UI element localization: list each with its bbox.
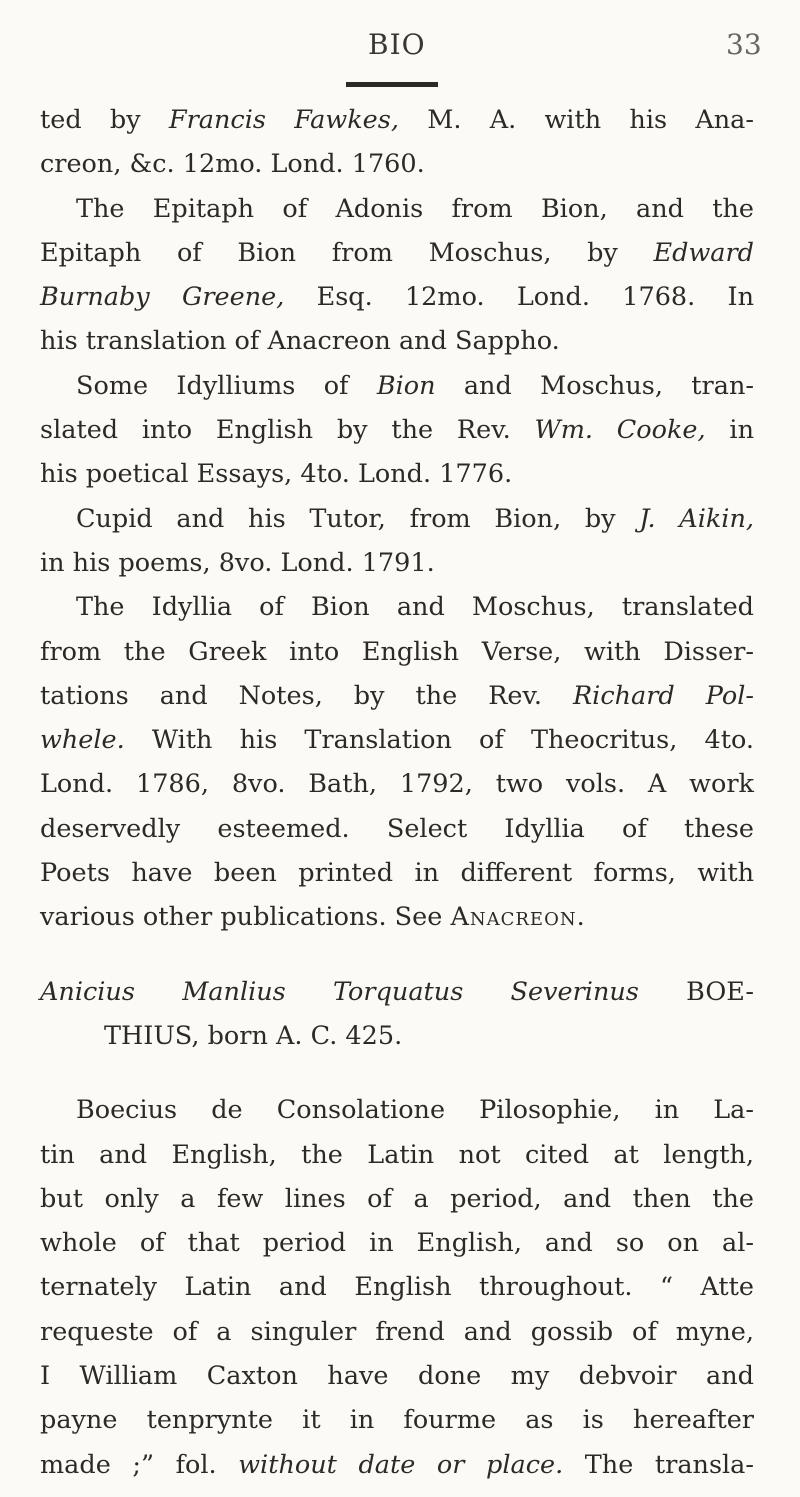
text-line	[40, 1354, 754, 1398]
text-run: tin and English, the Latin not cited at length,	[40, 1139, 754, 1170]
header-rule	[346, 82, 438, 87]
text-run: but only a few lines of a period, and then the	[40, 1183, 754, 1214]
text-line	[40, 364, 754, 408]
text-run: M. A. with his Ana-	[398, 105, 754, 135]
small-caps-cross-reference: Anacreon.	[450, 902, 586, 933]
italic-text-run: Edward	[653, 237, 754, 268]
text-line	[40, 762, 754, 806]
text-line	[40, 585, 754, 629]
text-run: BOE-	[638, 976, 754, 1007]
text-line	[40, 1398, 754, 1442]
italic-text-run: whele.	[40, 725, 125, 756]
text-run: ted by	[40, 105, 169, 135]
text-line	[40, 718, 754, 762]
text-run: The Epitaph of Adonis from Bion, and the	[76, 193, 754, 224]
text-run: Some Idylliums of	[76, 370, 377, 401]
text-run: his poetical Essays, 4to. Lond. 1776.	[40, 459, 513, 490]
text-line	[40, 142, 754, 186]
text-run: payne tenprynte it in fourme as is hereafter	[40, 1405, 754, 1436]
text-line	[40, 98, 754, 142]
text-run: whole of that period in English, and so on al-	[40, 1228, 754, 1259]
text-line	[40, 319, 754, 363]
text-line	[40, 1310, 754, 1354]
italic-text-run: Wm. Cooke,	[534, 415, 706, 446]
text-run: ternately Latin and English throughout. “ Atte	[40, 1272, 754, 1303]
text-run: Boecius de Consolatione Pilosophie, in La-	[76, 1095, 754, 1126]
text-run: made ;” fol.	[40, 1449, 239, 1480]
text-line	[40, 630, 754, 674]
text-line	[40, 497, 754, 541]
italic-text-run: Francis Fawkes,	[168, 105, 399, 135]
text-run: from the Greek into English Verse, with Disser-	[40, 636, 754, 667]
text-line	[40, 1177, 754, 1221]
text-run: With his Translation of Theocritus, 4to.	[124, 725, 754, 756]
body-text	[40, 98, 754, 1487]
text-run: various other publications. See	[40, 902, 451, 933]
text-run: Lond. 1786, 8vo. Bath, 1792, two vols. A work	[40, 769, 754, 800]
text-run: Esq. 12mo. Lond. 1768. In	[284, 282, 754, 313]
text-run: Cupid and his Tutor, from Bion, by	[76, 503, 640, 534]
text-line	[40, 1221, 754, 1265]
text-line	[40, 1443, 754, 1487]
italic-text-run: without date or place.	[238, 1449, 564, 1480]
text-line	[40, 674, 754, 718]
page-number: 33	[726, 28, 762, 61]
italic-text-run: Burnaby Greene,	[40, 282, 285, 313]
text-run: Epitaph of Bion from Moschus, by	[40, 237, 654, 268]
text-line	[40, 541, 754, 585]
text-run: in	[705, 415, 755, 446]
text-line	[40, 231, 754, 275]
text-line	[40, 851, 754, 895]
text-run: deservedly esteemed. Select Idyllia of these	[40, 813, 754, 844]
text-run: requeste of a singuler frend and gossib of myne,	[40, 1316, 754, 1347]
italic-text-run: Anicius Manlius Torquatus Severinus	[40, 976, 639, 1007]
text-run: Poets have been printed in different forms, with	[40, 858, 754, 889]
running-head: BIO	[368, 28, 426, 61]
entry-heading-boethius	[40, 970, 754, 1059]
page-header	[0, 28, 800, 68]
text-line	[40, 187, 754, 231]
text-run: creon, &c. 12mo. Lond. 1760.	[40, 149, 425, 180]
italic-text-run: Richard Pol-	[572, 680, 754, 711]
text-run: in his poems, 8vo. Lond. 1791.	[40, 547, 435, 578]
text-run: THIUS, born A. C. 425.	[104, 1020, 403, 1051]
text-line	[40, 895, 754, 939]
text-line	[40, 970, 754, 1014]
text-line	[40, 807, 754, 851]
entry-boecius-consolatione	[40, 1088, 754, 1487]
text-run: The transla-	[563, 1449, 755, 1480]
entry-bion-translations	[40, 98, 754, 940]
italic-text-run: Bion	[376, 370, 436, 401]
text-run: slated into English by the Rev.	[40, 415, 535, 446]
text-line	[40, 1133, 754, 1177]
text-line	[40, 1014, 754, 1058]
text-line	[40, 408, 754, 452]
text-run: The Idyllia of Bion and Moschus, translated	[76, 592, 754, 623]
text-run: tations and Notes, by the Rev.	[40, 680, 573, 711]
text-run: and Moschus, tran-	[435, 370, 754, 401]
text-run: I William Caxton have done my debvoir and	[40, 1361, 754, 1392]
text-line	[40, 452, 754, 496]
text-line	[40, 1088, 754, 1132]
italic-text-run: J. Aikin,	[639, 503, 754, 534]
text-run: his translation of Anacreon and Sappho.	[40, 326, 560, 357]
text-line	[40, 1265, 754, 1309]
text-line	[40, 275, 754, 319]
